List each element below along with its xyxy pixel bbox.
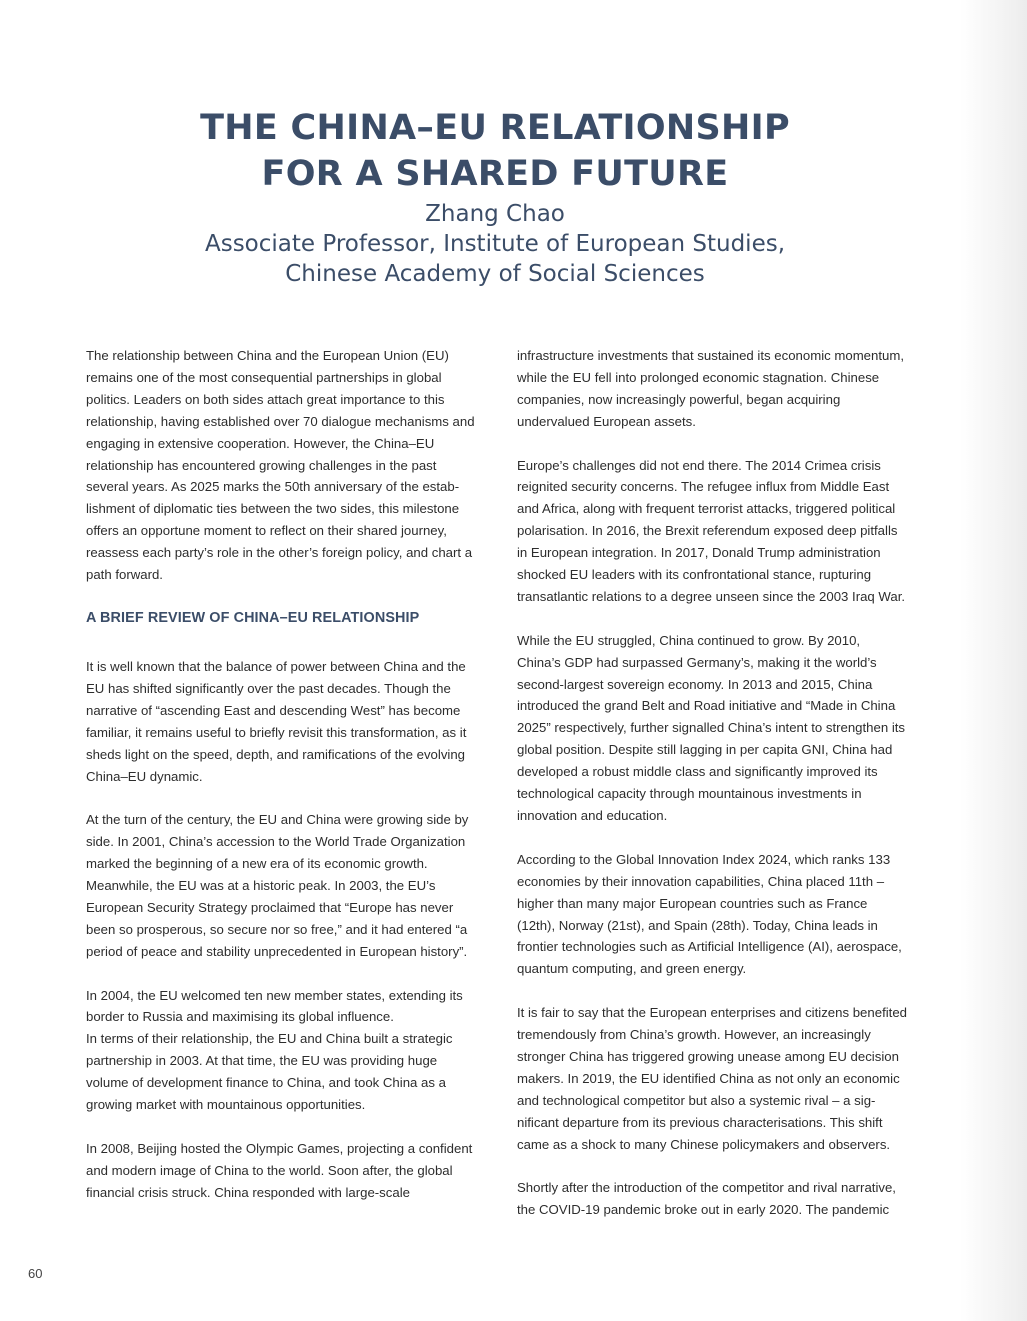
body-paragraph: Shortly after the introduction of the competitor and rival narrative, the COVID-19 pandemic broke out in early 2020. The pandemic (517, 1180, 896, 1218)
article-title (0, 105, 990, 197)
body-paragraph: In 2004, the EU welcomed ten new member states, extending its border to Russia and maximising its global influence. (86, 987, 463, 1025)
author-affiliation-line-2: Chinese Academy of Social Sciences (285, 261, 705, 287)
section-heading: A BRIEF REVIEW OF CHINA–EU RELATIONSHIP (86, 609, 420, 626)
body-paragraph: According to the Global Innovation Index 2024, which ranks 133 economies by their innovation capabilities, China placed 11th – higher than many major European countries such as France (12th), Norway (21st), and Spain (28th). Today, China leads in frontier technologies such as Artificial Intelligence (AI), aerospace, quantum computing, and green energy. (517, 851, 902, 977)
page-number: 60 (28, 1266, 43, 1281)
body-paragraph: It is fair to say that the European enterprises and citizens benefited tremendously from China’s growth. However, an increasingly stronger China has triggered growing unease among EU decision makers. In 2019, the EU identified China as not only an economic and technological competitor but also a systemic rival – a significant departure from its previous characterisations. This shift came as a shock to many Chinese policymakers and observers. (517, 1005, 907, 1152)
author-name: Zhang Chao (425, 201, 565, 227)
body-paragraph: Europe’s challenges did not end there. The 2014 Crimea crisis reignited security concerns. The refugee influx from Middle East and Africa, along with frequent terrorist attacks, triggered political polarisation. In 2016, the Brexit referendum exposed deep pitfalls in European integration. In 2017, Donald Trump administration shocked EU leaders with its confrontational stance, rupturing transatlantic relations to a degree unseen since the 2003 Iraq War. (517, 457, 906, 604)
body-paragraph: While the EU struggled, China continued to grow. By 2010, China’s GDP had surpassed Germany’s, making it the world’s second-largest sovereign economy. In 2013 and 2015, China introduced the grand Belt and Road initiative and “Made in China 2025” respectively, further signalled China’s intent to strengthen its global position. Despite still lagging in per capita GNI, China had developed a robust middle class and significantly improved its technological capacity through mountainous investments in innovation and education. (517, 632, 906, 823)
body-paragraph: In terms of their relationship, the EU and China built a strategic partnership in 2003. At that time, the EU was providing huge volume of development finance to China, and took China as a growing market with mountainous opportunities. (86, 1031, 453, 1113)
body-paragraph: infrastructure investments that sustained its economic momentum, while the EU fell into prolonged economic stagnation. Chinese companies, now increasingly powerful, began acquiring undervalued European assets. (517, 348, 904, 429)
body-paragraph: In 2008, Beijing hosted the Olympic Games, projecting a confident and modern image of China to the world. Soon after, the global financial crisis struck. China responded with large-scale (86, 1140, 473, 1200)
author-affiliation-line-1: Associate Professor, Institute of European Studies, (204, 231, 786, 257)
left-column (86, 345, 476, 1204)
title-line-1: THE CHINA–EU RELATIONSHIP (200, 108, 790, 149)
author-byline (0, 199, 990, 289)
body-paragraph: At the turn of the century, the EU and China were growing side by side. In 2001, China’s accession to the World Trade Organization marked the beginning of a new era of its economic growth. Meanwhile, the EU was at a historic peak. In 2003, the EU’s European Security Strategy proclaimed that “Europe has never been so prosperous, so secure nor so free,” and it had entered “a period of peace and stability unprecedented in European history”. (86, 812, 469, 959)
title-line-2: FOR A SHARED FUTURE (261, 154, 729, 195)
right-column (517, 345, 907, 1221)
intro-paragraph: The relationship between China and the European Union (EU) remains one of the most consequential partnerships in global politics. Leaders on both sides attach great importance to this relationship, having established over 70 dialogue mechanisms and engaging in extensive cooperation. However, the China–EU relationship has encountered growing challenges in the past several years. As 2025 marks the 50th anniversary of the establishment of diplomatic ties between the two sides, this milestone offers an opportune moment to reflect on their shared journey, reassess each party’s role in the other’s foreign policy, and chart a path forward. (86, 348, 475, 583)
body-paragraph: It is well known that the balance of power between China and the EU has shifted significantly over the past decades. Though the narrative of “ascending East and descending West” has become familiar, it remains useful to briefly revisit this transformation, as it sheds light on the speed, depth, and ramifications of the evolving China–EU dynamic. (86, 658, 467, 784)
